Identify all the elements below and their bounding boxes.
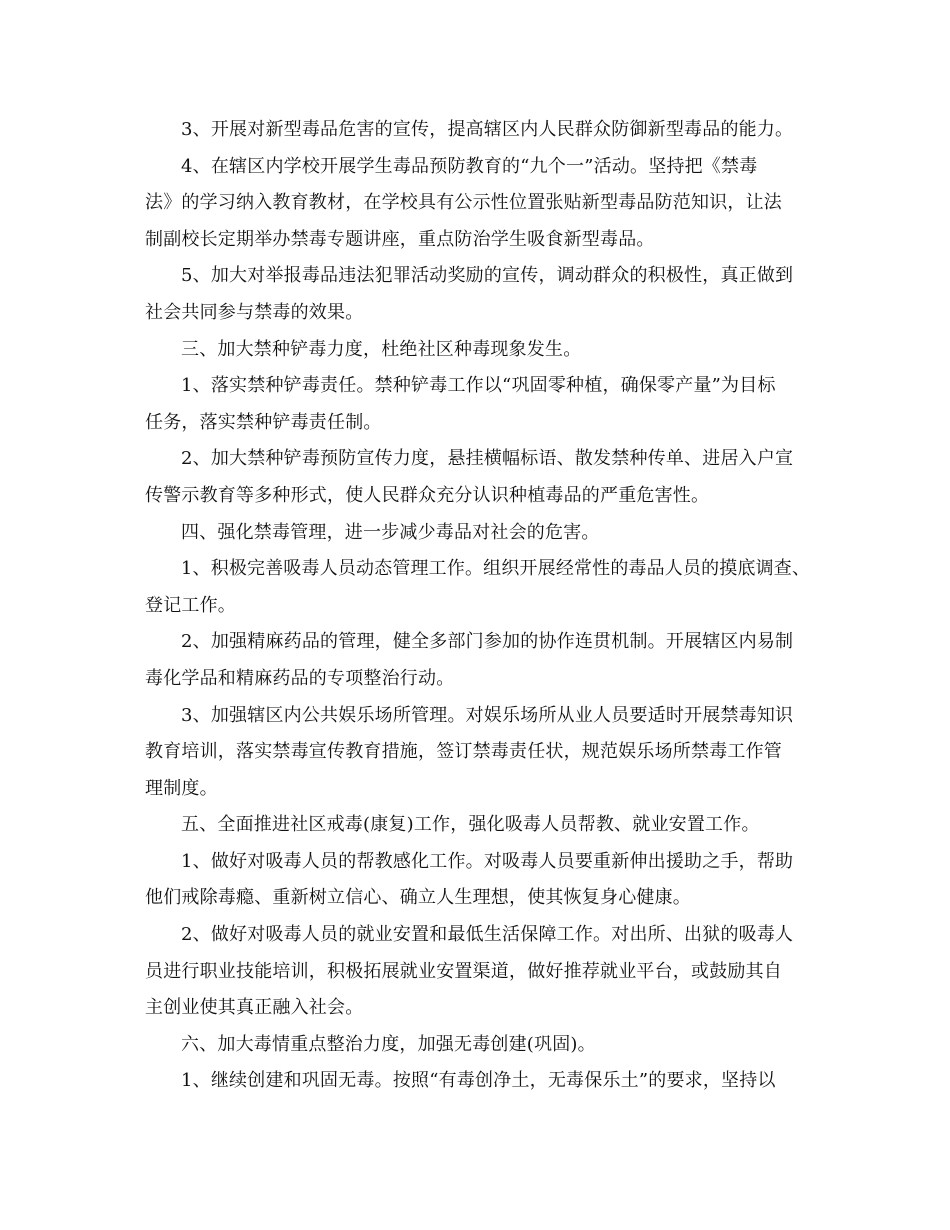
text-line: 主创业使其真正融入社会。 xyxy=(145,997,364,1019)
paragraph-school-education xyxy=(145,149,810,259)
text-line: 社会共同参与禁毒的效果。 xyxy=(145,301,364,323)
paragraph-assistance xyxy=(145,844,810,917)
paragraph-drug-management xyxy=(145,624,810,697)
text-line: 制副校长定期举办禁毒专题讲座，重点防治学生吸食新型毒品。 xyxy=(145,228,655,250)
text-line: 1、积极完善吸毒人员动态管理工作。组织开展经常性的毒品人员的摸底调查、 xyxy=(180,558,811,580)
text-line: 员进行职业技能培训，积极拓展就业安置渠道，做好推荐就业平台，或鼓励其自 xyxy=(145,960,782,982)
text-line: 登记工作。 xyxy=(145,594,236,616)
text-line: 四、强化禁毒管理，进一步减少毒品对社会的危害。 xyxy=(181,521,600,543)
text-line: 教育培训，落实禁毒宣传教育措施，签订禁毒责任状，规范娱乐场所禁毒工作管 xyxy=(145,741,782,763)
text-line: 三、加大禁种铲毒力度，杜绝社区种毒现象发生。 xyxy=(181,338,582,360)
section-heading-5 xyxy=(145,807,810,844)
text-line: 法》的学习纳入教育教材，在学校具有公示性位置张贴新型毒品防范知识，让法 xyxy=(145,192,782,214)
text-line: 他们戒除毒瘾、重新树立信心、确立人生理想，使其恢复身心健康。 xyxy=(145,887,691,909)
text-line: 理制度。 xyxy=(145,777,218,799)
text-line: 2、做好对吸毒人员的就业安置和最低生活保障工作。对出所、出狱的吸毒人 xyxy=(181,924,794,946)
text-line: 4、在辖区内学校开展学生毒品预防教育的“九个一”活动。坚持把《禁毒 xyxy=(181,155,758,177)
paragraph-eradication-responsibility xyxy=(145,368,810,441)
document-body xyxy=(145,112,810,1100)
paragraph-eradication-publicity xyxy=(145,441,810,514)
text-line: 5、加大对举报毒品违法犯罪活动奖励的宣传，调动群众的积极性，真正做到 xyxy=(181,265,794,287)
section-heading-6 xyxy=(145,1027,810,1064)
text-line: 任务，落实禁种铲毒责任制。 xyxy=(145,411,382,433)
text-line: 3、加强辖区内公共娱乐场所管理。对娱乐场所从业人员要适时开展禁毒知识 xyxy=(181,704,794,726)
text-line: 1、做好对吸毒人员的帮教感化工作。对吸毒人员要重新伸出援助之手，帮助 xyxy=(181,850,794,872)
paragraph-publicity-new-drugs xyxy=(145,112,810,149)
paragraph-employment xyxy=(145,917,810,1027)
text-line: 毒化学品和精麻药品的专项整治行动。 xyxy=(145,667,455,689)
text-line: 五、全面推进社区戒毒(康复)工作，强化吸毒人员帮教、就业安置工作。 xyxy=(181,814,760,836)
section-heading-3 xyxy=(145,332,810,369)
section-heading-4 xyxy=(145,515,810,552)
text-line: 1、落实禁种铲毒责任。禁种铲毒工作以“巩固零种植，确保零产量”为目标 xyxy=(181,375,776,397)
text-line: 六、加大毒情重点整治力度，加强无毒创建(巩固)。 xyxy=(181,1033,596,1055)
text-line: 3、开展对新型毒品危害的宣传，提高辖区内人民群众防御新型毒品的能力。 xyxy=(181,119,794,140)
text-line: 1、继续创建和巩固无毒。按照“有毒创净土，无毒保乐土”的要求，坚持以 xyxy=(181,1070,776,1092)
text-line: 2、加强精麻药品的管理，健全多部门参加的协作连贯机制。开展辖区内易制 xyxy=(181,631,794,653)
text-line: 传警示教育等多种形式，使人民群众充分认识种植毒品的严重危害性。 xyxy=(145,484,710,506)
text-line: 2、加大禁种铲毒预防宣传力度，悬挂横幅标语、散发禁种传单、进居入户宣 xyxy=(181,448,794,470)
paragraph-report-rewards xyxy=(145,258,810,331)
paragraph-entertainment-venues xyxy=(145,698,810,808)
paragraph-dynamic-management xyxy=(145,551,810,624)
paragraph-drug-free-creation xyxy=(145,1063,810,1100)
